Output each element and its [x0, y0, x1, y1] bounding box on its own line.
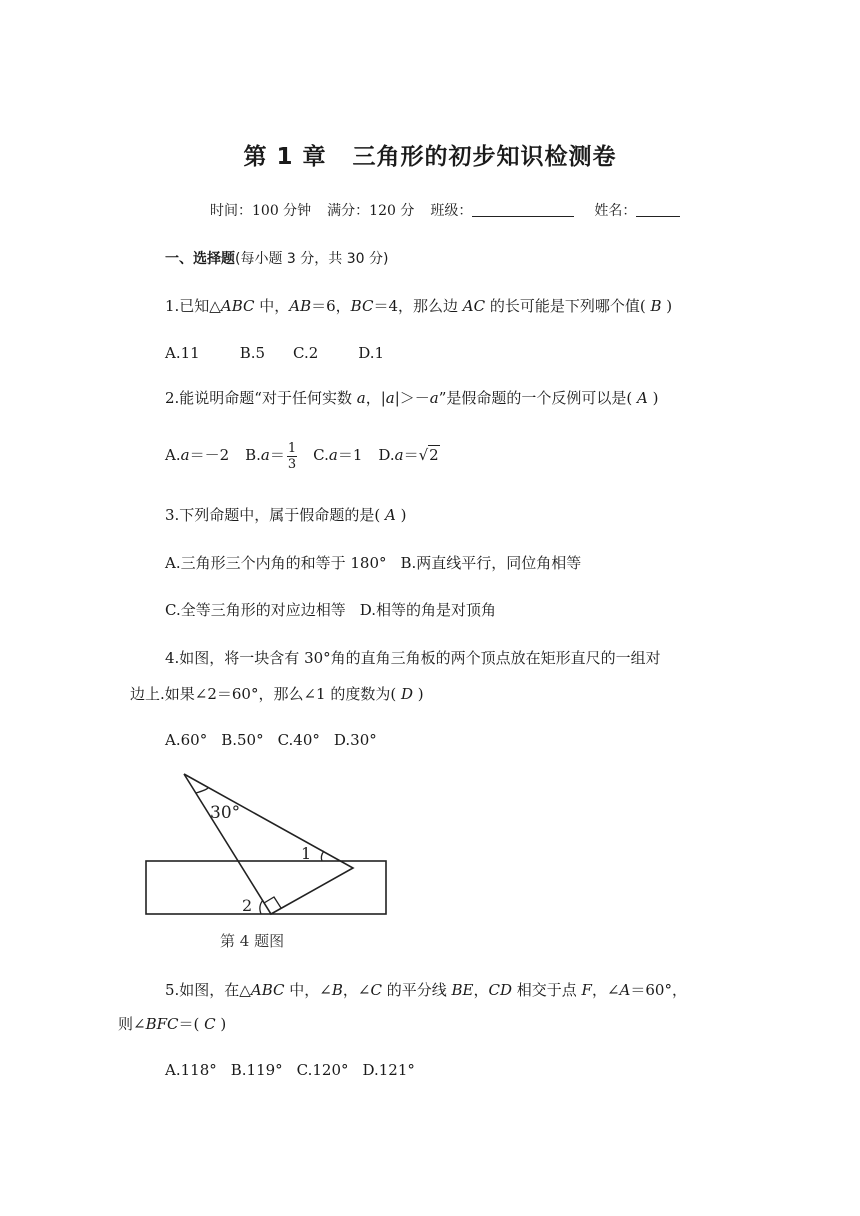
full-score: 满分：120 分 [327, 203, 415, 219]
option: B.119° [230, 1061, 283, 1079]
time-limit: 时间：100 分钟 [210, 203, 312, 219]
option: C.2 [293, 344, 319, 362]
question-1-stem: 1.已知△ABC 中，AB＝6，BC＝4，那么边 AC 的长可能是下列哪个值( B ) [165, 297, 673, 315]
option: A.118° [165, 1061, 217, 1079]
option: B.5 [239, 344, 266, 362]
angle-30-arc [196, 788, 208, 793]
question-4-options [165, 730, 377, 750]
question-5-line1: 5.如图，在△ABC 中，∠B，∠C 的平分线 BE，CD 相交于点 F，∠A＝60°， [165, 981, 687, 999]
option: D.相等的角是对顶角 [359, 601, 496, 619]
section-note: (每小题 3 分，共 30 分) [235, 251, 389, 267]
section-title: 一、选择题 [165, 251, 235, 267]
option: D.30° [333, 731, 377, 749]
question-5-options [165, 1060, 415, 1080]
option: C.40° [277, 731, 320, 749]
question-3-options-row1 [165, 553, 581, 573]
sqrt-sign: √ [418, 446, 429, 464]
option: C.全等三角形的对应边相等 [165, 601, 346, 619]
answer-5: C [204, 1015, 216, 1033]
radicand: 2 [429, 446, 439, 464]
angle-1-label: 1 [301, 844, 312, 863]
figure-4 [140, 768, 400, 954]
option: B.两直线平行，同位角相等 [400, 554, 582, 572]
question-2-options: A.a＝－2 B.a＝ $\frac{1}{3}$ C.a＝1 D.a＝√2 [165, 440, 439, 472]
option: D.1 [358, 344, 385, 362]
figure-caption: 第 4 题图 [220, 932, 285, 950]
option: A.11 [165, 344, 200, 362]
question-4-line1: 4.如图，将一块含有 30°角的直角三角板的两个顶点放在矩形直尺的一组对 [165, 649, 661, 667]
name-label: 姓名： [594, 203, 637, 219]
question-5-line2: 则∠BFC＝( C ) [118, 1015, 227, 1033]
answer-1: B [650, 297, 662, 315]
chapter-number: 第 1 章 [243, 144, 327, 170]
exam-meta [210, 201, 680, 221]
answer-2: A [637, 389, 648, 407]
angle-2-label: 2 [242, 896, 253, 915]
question-3-stem: 3.下列命题中，属于假命题的是( A ) [165, 506, 407, 524]
fraction: $\frac{1}{3}$ [287, 440, 297, 472]
answer-3: A [384, 506, 396, 524]
question-2-stem: 2.能说明命题“对于任何实数 a，|a|＞－a”是假命题的一个反例可以是( A ) [165, 389, 659, 407]
name-blank[interactable] [636, 202, 680, 217]
chapter-name: 三角形的初步知识检测卷 [352, 144, 617, 170]
class-label: 班级： [430, 203, 473, 219]
angle-1-arc [321, 851, 324, 861]
option: D.121° [362, 1061, 415, 1079]
angle-2-arc [260, 900, 263, 914]
triangle-edge [184, 774, 353, 914]
option: B.50° [221, 731, 264, 749]
angle-30-label: 30° [210, 803, 241, 823]
option: A.60° [165, 731, 208, 749]
section-heading [165, 249, 388, 269]
page-title [0, 138, 860, 171]
answer-4: D [400, 685, 414, 703]
question-4-line2: 边上.如果∠2＝60°，那么∠1 的度数为( D ) [130, 685, 424, 703]
option: C.120° [296, 1061, 349, 1079]
option: A.三角形三个内角的和等于 180° [165, 554, 387, 572]
question-3-options-row2 [165, 600, 496, 620]
question-1-options [165, 343, 384, 363]
class-blank[interactable] [472, 202, 574, 217]
